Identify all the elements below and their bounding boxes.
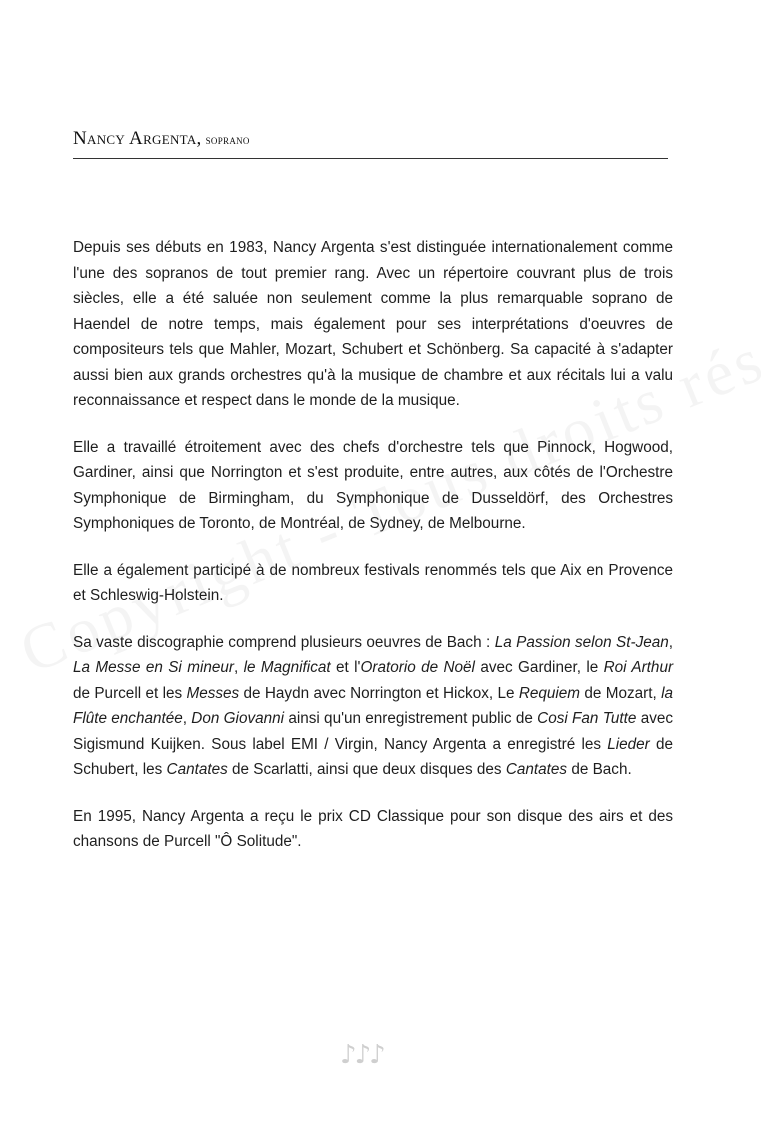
text-run: , — [233, 659, 244, 676]
work-title: La Passion selon St-Jean — [494, 633, 669, 651]
text-run: , — [668, 633, 673, 651]
artist-heading — [73, 128, 668, 150]
text-run: de Bach. — [567, 761, 632, 778]
work-title: Don Giovanni — [191, 710, 285, 727]
text-run: de Haydn avec Norrington et Hickox, Le — [239, 684, 519, 702]
work-title: Cantates — [505, 761, 568, 778]
text-run: de Mozart, — [580, 684, 662, 702]
text-run: , — [182, 710, 192, 727]
text-run: Elle a travaillé étroitement avec des chefs d'orchestre tels que Pinnock, Hogwood, Gardiner, ainsi que Norrington et s'est produite, entre autres, aux côtés de l'Orchestre Symphonique de Birmingham, du Symphonique de Dusseldörf, des Orchestres Symphoniques de Toronto, de Montréal, de Sydney, de Melbourne. — [73, 438, 673, 532]
work-title: Cosi Fan Tutte — [537, 710, 637, 727]
work-title: Requiem — [518, 684, 581, 702]
biography-paragraph — [73, 630, 673, 783]
text-run: Sa vaste discographie comprend plusieurs oeuvres de Bach : — [73, 633, 495, 651]
text-run: et l' — [330, 659, 361, 676]
biography-paragraph — [73, 435, 673, 537]
text-run: de Scarlatti, ainsi que deux disques des — [227, 761, 506, 778]
work-title: Cantates — [166, 761, 228, 778]
text-run: En 1995, Nancy Argenta a reçu le prix CD Classique pour son disque des airs et des chansons de Purcell "Ô Solitude". — [73, 807, 673, 850]
work-title: le Magnificat — [243, 659, 331, 676]
music-notes-ornament: ♪♪♪ — [340, 1040, 384, 1070]
work-title: La Messe en Si mineur — [73, 659, 234, 676]
work-title: la Flûte enchantée — [73, 684, 674, 727]
text-run: de Purcell et les — [73, 684, 187, 702]
page-header — [73, 128, 668, 167]
header-divider — [73, 158, 668, 159]
biography-paragraph — [73, 804, 673, 855]
text-run: de Schubert, les — [73, 735, 674, 778]
artist-role: soprano — [205, 132, 250, 147]
biography-text — [73, 235, 673, 876]
work-title: Oratorio de Noël — [360, 659, 475, 676]
text-run: avec Gardiner, le — [474, 659, 604, 676]
biography-paragraph — [73, 235, 673, 414]
text-run: Depuis ses débuts en 1983, Nancy Argenta s'est distinguée internationalement comme l'une des sopranos de tout premier rang. Avec un répertoire couvrant plus de trois siècles, elle a été saluée non seulement comme la plus remarquable soprano de Haendel de notre temps, mais également pour ses interprétations d'oeuvres de compositeurs tels que Mahler, Mozart, Schubert et Schönberg. Sa capacité à s'adapter aussi bien aux grands orchestres qu'à la musique de chambre et aux récitals lui a valu reconnaissance et respect dans le monde de la musique. — [73, 239, 673, 409]
biography-paragraph — [73, 558, 673, 609]
text-run: ainsi qu'un enregistrement public de — [284, 710, 538, 727]
work-title: Messes — [186, 684, 240, 702]
text-run: avec Sigismund Kuijken. Sous label EMI / Virgin, Nancy Argenta a enregistré les — [73, 710, 674, 753]
work-title: Roi Arthur — [603, 659, 674, 676]
text-run: Elle a également participé à de nombreux festivals renommés tels que Aix en Provence et Schleswig-Holstein. — [73, 561, 673, 604]
artist-name: Nancy Argenta, — [73, 128, 202, 149]
work-title: Lieder — [607, 735, 650, 753]
